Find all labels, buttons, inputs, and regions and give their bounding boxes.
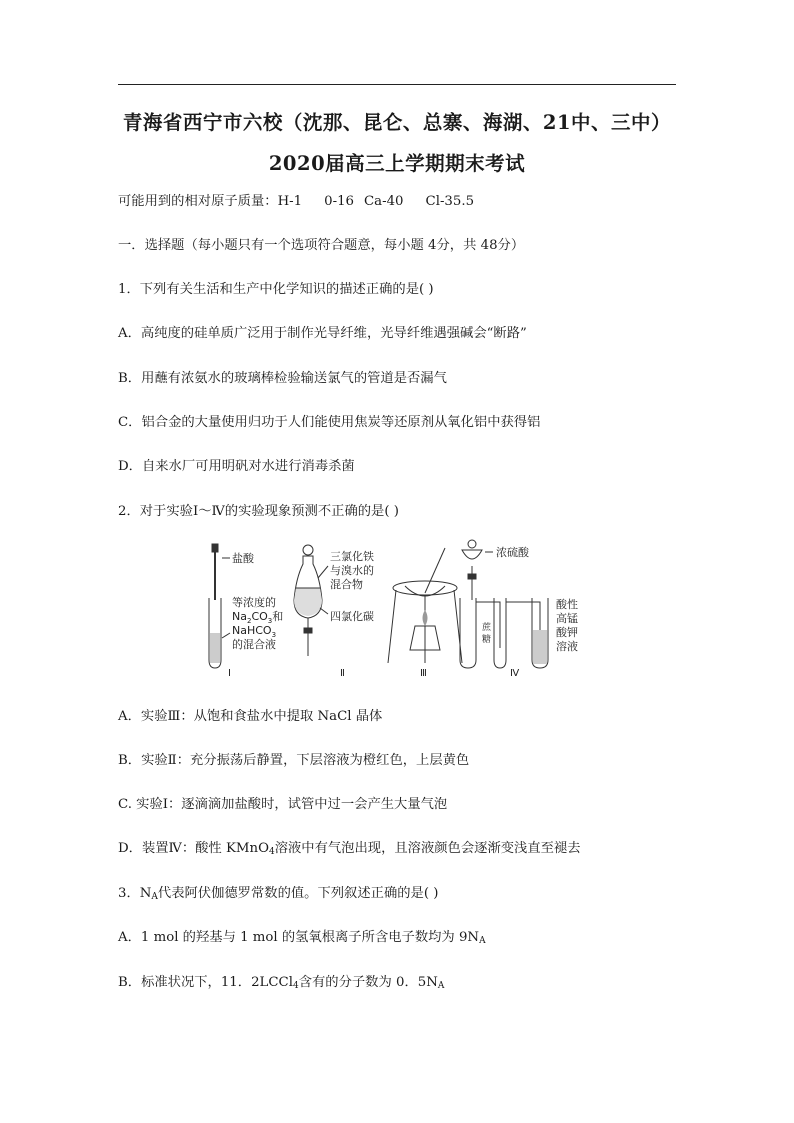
- q3-stem: 3．$N_A$代表阿伏伽德罗常数的值。下列叙述正确的是( ): [118, 886, 439, 902]
- leader-ccl4: [320, 608, 328, 614]
- numeral-iii: Ⅲ: [420, 668, 427, 678]
- dropper-bulb: [212, 544, 218, 552]
- tripod-leg-left: [388, 590, 396, 663]
- reaction-tube: [460, 598, 476, 668]
- mass-ca: Ca-40: [364, 194, 404, 209]
- q1-option-a: A．高纯度的硅单质广泛用于制作光导纤维，光导纤维遇强碱会“断路”: [118, 326, 527, 341]
- numeral-ii: Ⅱ: [340, 668, 345, 678]
- q1-option-d: D．自来水厂可用明矾对水进行消毒杀菌: [118, 459, 355, 474]
- q2-stem: 2．对于实验Ⅰ～Ⅳ的实验现象预测不正确的是( ): [118, 504, 399, 519]
- apparatus-iii: [388, 548, 462, 663]
- leader-solution: [222, 633, 230, 638]
- label-i-line3: NaHCO$_3$: [232, 624, 277, 639]
- label-ii-line3: 混合物: [330, 578, 363, 591]
- label-ii-line1: 三氯化铁: [330, 550, 374, 563]
- funnel-valve: [468, 574, 476, 579]
- apparatus-iv: [460, 540, 548, 668]
- kmno4-solution: [533, 630, 547, 664]
- q1-option-c: C．铝合金的大量使用归功于人们能使用焦炭等还原剂从氧化铝中获得铝: [118, 415, 541, 430]
- q1-option-b: B．用蘸有浓氨水的玻璃棒检验输送氯气的管道是否漏气: [118, 371, 447, 386]
- tripod-leg-right: [454, 590, 462, 663]
- experiment-apparatus-figure: [200, 538, 600, 678]
- paper-subtitle: 2020届高三上学期期末考试: [268, 152, 526, 175]
- numeral-iv: Ⅳ: [510, 668, 520, 678]
- label-i-line1: 等浓度的: [232, 596, 276, 609]
- q2-option-a: A．实验Ⅲ：从饱和食盐水中提取 NaCl 晶体: [118, 709, 383, 724]
- label-sucrose-2: 糖: [482, 635, 492, 645]
- label-ii-line4: 四氯化碳: [330, 610, 374, 623]
- funnel-liquid: [294, 588, 322, 616]
- section-heading: 一．选择题（每小题只有一个选项符合题意，每小题 4分，共 48分）: [118, 238, 525, 253]
- q3-option-a: A．1 mol 的羟基与 1 mol 的氢氧根离子所含电子数均为 $9N_A$: [118, 930, 486, 946]
- atomic-masses-line: [118, 190, 474, 209]
- q3-option-b: B．标准状况下，11．2LCCl$_4$含有的分子数为 0．$5N_A$: [118, 975, 445, 991]
- mass-cl: Cl-35.5: [425, 194, 475, 209]
- mass-h: H-1: [277, 194, 303, 209]
- mass-o: 0-16: [324, 194, 354, 209]
- stopcock: [304, 628, 312, 633]
- funnel-stopper: [303, 545, 313, 555]
- apparatus-ii: [294, 545, 328, 656]
- flame: [423, 610, 428, 626]
- label-iv-k2: 高锰: [556, 612, 578, 625]
- paper-title: 青海省西宁市六校（沈那、昆仑、总寨、海湖、21中、三中）: [122, 111, 672, 134]
- atomic-masses-label: 可能用到的相对原子质量：: [118, 194, 278, 209]
- label-hydrochloric-acid: 盐酸: [232, 552, 254, 565]
- q2-option-b: B．实验Ⅱ：充分振荡后静置，下层溶液为橙红色，上层黄色: [118, 753, 470, 768]
- label-ii-line2: 与溴水的: [330, 564, 374, 577]
- dropping-funnel-stopper: [468, 540, 476, 548]
- label-sucrose-1: 蔗: [482, 623, 492, 633]
- dropping-funnel: [462, 550, 482, 559]
- header-rule: [118, 84, 676, 85]
- q2-option-d: D．装置Ⅳ：酸性 KMnO$_4$溶液中有气泡出现，且溶液颜色会逐渐变浅直至褪去: [118, 841, 581, 857]
- label-i-line2: $Na_2CO_3$和: [232, 610, 284, 625]
- numeral-i: Ⅰ: [228, 668, 231, 678]
- label-iv-k4: 溶液: [556, 640, 578, 653]
- label-i-line4: 的混合液: [232, 638, 276, 651]
- label-iv-k1: 酸性: [556, 598, 578, 611]
- glass-rod: [425, 548, 445, 593]
- label-iv-k3: 酸钾: [556, 626, 578, 639]
- apparatus-i: [209, 544, 230, 668]
- q1-stem: 1．下列有关生活和生产中化学知识的描述正确的是( ): [118, 282, 434, 297]
- label-conc-sulfuric-acid: 浓硫酸: [496, 546, 529, 559]
- mixed-solution-i: [210, 633, 220, 663]
- leader-fecl3: [318, 566, 328, 578]
- q2-option-c: C. 实验Ⅰ：逐滴滴加盐酸时，试管中过一会产生大量气泡: [118, 797, 448, 812]
